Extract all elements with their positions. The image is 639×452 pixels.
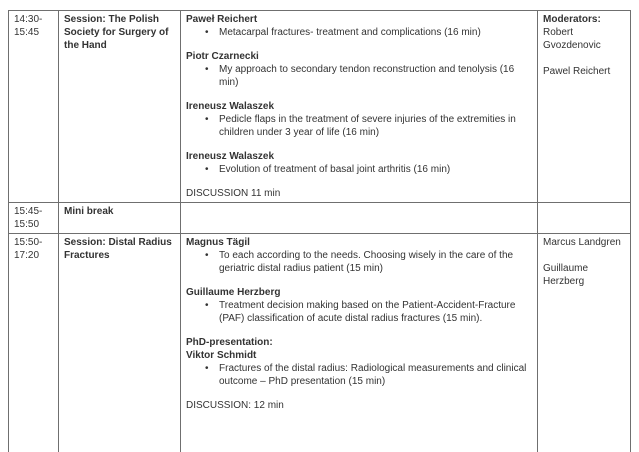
session-cell [59,203,181,234]
table-row [9,234,631,452]
session-cell [59,11,181,203]
session-title: Session: Distal Radius Fractures [64,237,172,261]
talk-title: To each according to the needs. Choosing wisely in the care of the geriatric distal radius patient (15 min) [219,250,514,274]
talk-item [186,63,532,89]
talk-block [186,13,532,39]
session-title: Mini break [64,206,114,217]
talk-block [186,286,532,325]
talk-title: Evolution of treatment of basal joint arthritis (16 min) [219,164,451,175]
talk-block [186,150,532,176]
discussion-note: DISCUSSION: 12 min [186,400,284,411]
session-cell [59,234,181,452]
talk-title: Treatment decision making based on the Patient-Accident-Fracture (PAF) classification of acute distal radius fractures (15 min). [219,300,516,324]
content-cell [181,234,538,452]
talk-block [186,236,532,275]
time-end: 15:50 [14,219,40,230]
moderators-label: Moderators: [543,14,601,25]
speaker-name: Ireneusz Walaszek [186,101,275,112]
discussion-note: DISCUSSION 11 min [186,188,281,199]
talk-title: My approach to secondary tendon reconstruction and tenolysis (16 min) [219,64,515,88]
talk-block [186,50,532,89]
moderator-name: Marcus Landgren [543,237,621,248]
bullet-icon: • [205,64,209,75]
table-row [9,11,631,203]
bullet-icon: • [205,27,209,38]
time-start: 14:30- [14,14,43,25]
phd-presentation-label: PhD-presentation: [186,337,273,348]
talk-block [186,336,532,388]
content-cell [181,11,538,203]
bullet-icon: • [205,363,209,374]
time-end: 15:45 [14,27,40,38]
table-row [9,203,631,234]
session-title: Session: The Polish Society for Surgery of the Hand [64,14,169,51]
time-cell [9,203,59,234]
talk-item [186,362,532,388]
moderators-cell [538,203,631,234]
talk-item [186,26,532,39]
talk-item [186,299,532,325]
speaker-name: Magnus Tägil [186,237,250,248]
content-cell [181,203,538,234]
talk-item [186,113,532,139]
talk-item [186,163,532,176]
speaker-name: Viktor Schmidt [186,350,257,361]
time-end: 17:20 [14,250,40,261]
talk-block [186,100,532,139]
talk-item [186,249,532,275]
time-cell [9,234,59,452]
time-cell [9,11,59,203]
moderator-name: Guillaume Herzberg [543,263,589,287]
program-table [8,10,631,452]
bullet-icon: • [205,250,209,261]
moderators-cell [538,234,631,452]
talk-title: Pedicle flaps in the treatment of severe injuries of the extremities in children under 3 year of life (16 min) [219,114,516,138]
speaker-name: Piotr Czarnecki [186,51,259,62]
talk-title: Metacarpal fractures- treatment and complications (16 min) [219,27,481,38]
bullet-icon: • [205,114,209,125]
moderator-name: Robert Gvozdenovic [543,27,601,51]
speaker-name: Paweł Reichert [186,14,258,25]
bullet-icon: • [205,300,209,311]
speaker-name: Guillaume Herzberg [186,287,281,298]
speaker-name: Ireneusz Walaszek [186,151,275,162]
moderator-name: Pawel Reichert [543,66,611,77]
time-start: 15:45- [14,206,43,217]
bullet-icon: • [205,164,209,175]
moderators-cell [538,11,631,203]
talk-title: Fractures of the distal radius: Radiological measurements and clinical outcome – PhD presentation (15 min) [219,363,527,387]
time-start: 15:50- [14,237,43,248]
